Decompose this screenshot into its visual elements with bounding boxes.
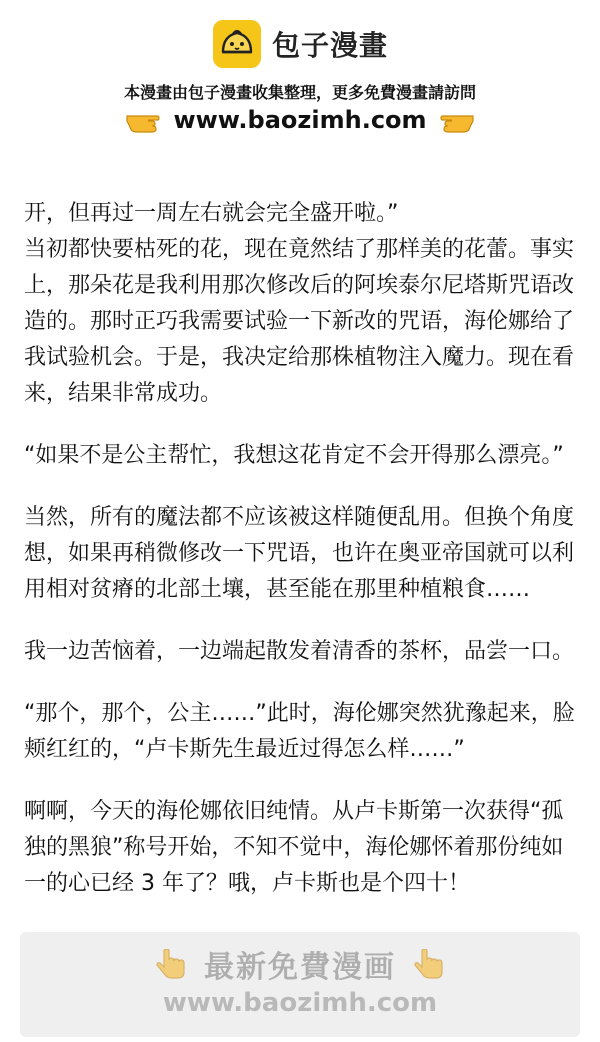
logo-text: 包子漫畫 bbox=[271, 29, 388, 62]
watermark-overlay bbox=[20, 932, 580, 1037]
logo-row[interactable] bbox=[0, 18, 600, 70]
paragraph: 当初都快要枯死的花，现在竟然结了那样美的花蕾。事实上，那朵花是我利用那次修改后的阿埃泰尔尼塔斯咒语改造的。那时正巧我需要试验一下新改的咒语，海伦娜给了我试验机会。于是，我决定给那株植物注入魔力。现在看来，结果非常成功。 bbox=[24, 237, 575, 406]
paragraph: 我一边苦恼着，一边端起散发着清香的茶杯，品尝一口。 bbox=[24, 639, 575, 664]
paragraph: 啊啊，今天的海伦娜依旧纯情。从卢卡斯第一次获得“孤独的黑狼”称号开始，不知不觉中，海伦娜怀着那份纯如一的心已经 3 年了？哦，卢卡斯也是个四十！ bbox=[24, 799, 564, 896]
site-url-row[interactable] bbox=[0, 100, 600, 140]
pointing-down-hand-icon bbox=[154, 949, 188, 979]
watermark-title: 最新免費漫画 bbox=[204, 950, 396, 985]
watermark-title-row bbox=[20, 942, 580, 986]
chapter-text bbox=[24, 196, 580, 928]
site-url-link[interactable]: www.baozimh.com bbox=[173, 106, 427, 134]
paragraph: “那个，那个，公主……”此时，海伦娜突然犹豫起来，脸颊红红的，“卢卡斯先生最近过得怎么样……” bbox=[24, 701, 575, 762]
watermark-url: www.baozimh.com bbox=[162, 988, 438, 1018]
pointing-hand-icon bbox=[125, 106, 161, 134]
site-tagline: 本漫畫由包子漫畫收集整理，更多免費漫畫請訪問 bbox=[123, 83, 476, 102]
pointing-hand-icon bbox=[439, 106, 475, 134]
paragraph: “如果不是公主帮忙，我想这花肯定不会开得那么漂亮。” bbox=[24, 443, 564, 468]
paragraph: 当然，所有的魔法都不应该被这样随便乱用。但换个角度想，如果再稍微修改一下咒语，也许在奥亚帝国就可以利用相对贫瘠的北部土壤，甚至能在那里种植粮食…… bbox=[24, 505, 575, 602]
bun-icon bbox=[212, 19, 262, 69]
site-header bbox=[0, 0, 600, 150]
paragraph: 开，但再过一周左右就会完全盛开啦。” bbox=[24, 201, 399, 226]
pointing-down-hand-icon bbox=[412, 949, 446, 979]
